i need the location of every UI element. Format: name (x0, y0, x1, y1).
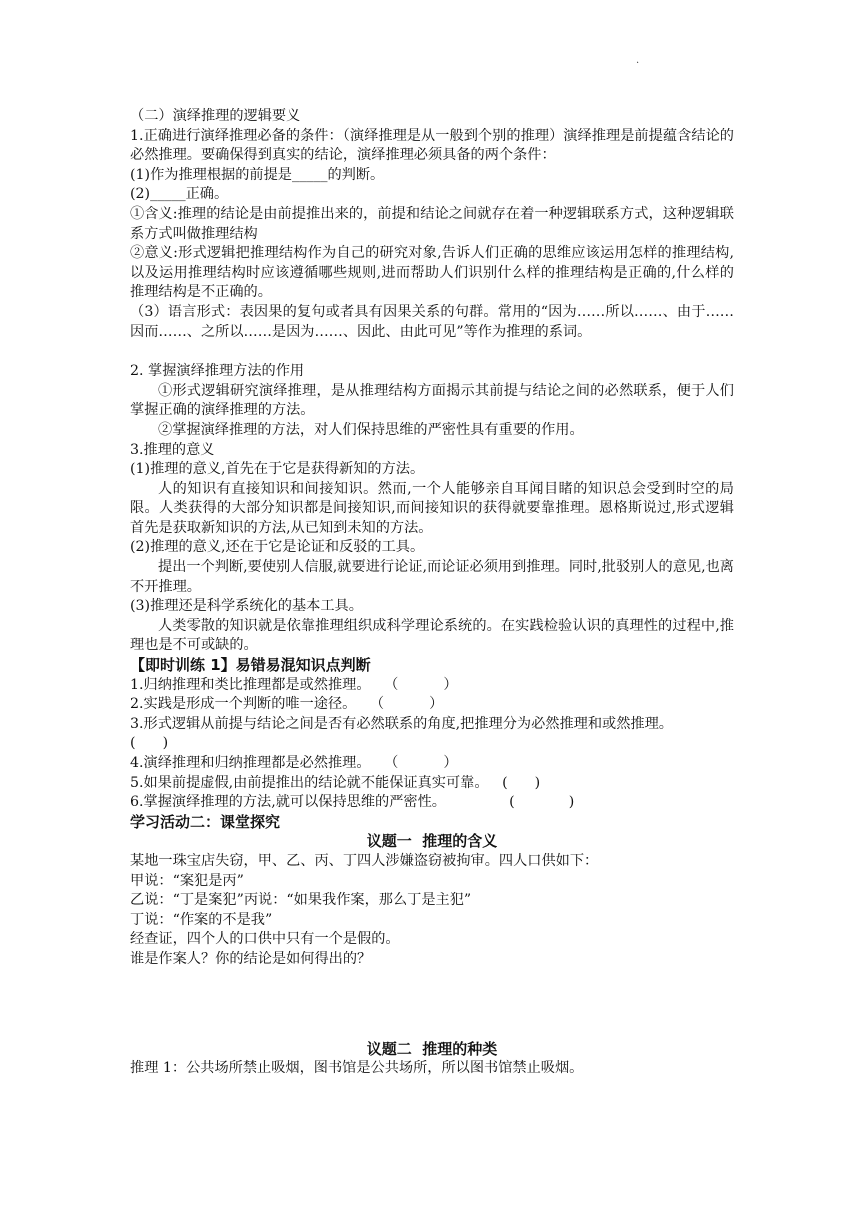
training-question-3: 3.形式逻辑从前提与结论之间是否有必然联系的角度,把推理分为必然推理和或然推理。 (130, 715, 673, 732)
structure-significance: ②意义:形式逻辑把推理结构作为自己的研究对象,告诉人们正确的思维应该运用怎样的推理结构,以及运用推理结构时应该遵循哪些规则,进而帮助人们识别什么样的推理结构是正确的,什么样的推理结构是不正确的。 (130, 245, 734, 301)
section3-sub-2: (2)推理的意义,还在于它是论证和反驳的工具。 (130, 539, 425, 556)
case-intro: 某地一珠宝店失窃，甲、乙、丙、丁四人涉嫌盗窃被拘审。四人口供如下： (130, 852, 599, 869)
statement-ding: 丁说：“作案的不是我” (130, 911, 273, 928)
corner-dot: . (636, 55, 640, 66)
activity-title: 学习活动二：课堂探究 (130, 812, 281, 831)
section2-title: 2. 掌握演绎推理方法的作用 (130, 363, 305, 380)
training-question-5: 5.如果前提虚假,由前提推出的结论就不能保证真实可靠。 ( ) (130, 774, 541, 791)
statement-jia: 甲说：“案犯是丙” (130, 872, 244, 889)
language-form: （3）语言形式：表因果的复句或者具有因果关系的句群。常用的“因为……所以……、由于……因而……、之所以……是因为……、因此、由此可见”等作为推理的系词。 (130, 303, 734, 340)
condition-1: (1)作为推理根据的前提是_____的判断。 (130, 166, 385, 183)
training-question-3-blank: ( ) (130, 735, 169, 752)
training-question-6: 6.掌握演绎推理的方法,就可以保持思维的严密性。 ( ) (130, 794, 575, 811)
training-title: 【即时训练 1】易错易混知识点判断 (130, 656, 371, 675)
training-question-4: 4.演绎推理和归纳推理都是必然推理。 （ ） (130, 755, 458, 771)
section3-sub-1-text: 人的知识有直接知识和间接知识。然而,一个人能够亲自耳闻目睹的知识总会受到时空的局限。人类获得的大部分知识都是间接知识,而间接知识的获得就要靠推理。恩格斯说过,形式逻辑首先是获取新知识的方法,从已知到未知的方法。 (130, 480, 734, 536)
section2-point-2: ②掌握演绎推理的方法，对人们保持思维的严密性具有重要的作用。 (158, 421, 584, 438)
section3-title: 3.推理的意义 (130, 441, 215, 458)
topic-1-title: 议题一 推理的含义 (366, 832, 498, 851)
condition-2: (2)_____正确。 (130, 186, 229, 203)
training-question-1: 1.归纳推理和类比推理都是或然推理。 （ ） (130, 676, 458, 693)
verification: 经查证，四个人的口供中只有一个是假的。 (130, 931, 400, 948)
section2-point-1: ①形式逻辑研究演绎推理，是从推理结构方面揭示其前提与结论之间的必然联系，便于人们掌握正确的演绎推理的方法。 (130, 382, 734, 419)
training-question-2: 2.实践是形成一个判断的唯一途径。 （ ） (130, 696, 444, 713)
section1-title: （二）演绎推理的逻辑要义 (130, 108, 301, 124)
structure-meaning: ①含义:推理的结论是由前提推出来的，前提和结论之间就存在着一种逻辑联系方式，这种逻辑联系方式叫做推理结构 (130, 205, 734, 242)
section3-sub-1: (1)推理的意义,首先在于它是获得新知的方法。 (130, 461, 425, 478)
section1-paragraph: 1.正确进行演绎推理必备的条件：（演绎推理是从一般到个别的推理）演绎推理是前提蕴含结论的必然推理。要确保得到真实的结论，演绎推理必须具备的两个条件： (130, 127, 734, 164)
section3-sub-3-text: 人类零散的知识就是依靠推理组织成科学理论系统的。在实践检验认识的真理性的过程中,推理也是不可或缺的。 (130, 617, 734, 654)
section3-sub-2-text: 提出一个判断,要使别人信服,就要进行论证,而论证必须用到推理。同时,批驳别人的意见,也离不开推理。 (130, 559, 734, 595)
case-question: 谁是作案人？你的结论是如何得出的？ (130, 950, 372, 967)
section3-sub-3: (3)推理还是科学系统化的基本工具。 (130, 598, 363, 615)
topic-2-title: 议题二 推理的种类 (366, 1039, 498, 1058)
reasoning-1: 推理 1：公共场所禁止吸烟，图书馆是公共场所，所以图书馆禁止吸烟。 (130, 1060, 584, 1077)
statement-yi-bing: 乙说：“丁是案犯”丙说：“如果我作案，那么丁是主犯” (130, 892, 472, 909)
document-content (130, 107, 734, 1079)
